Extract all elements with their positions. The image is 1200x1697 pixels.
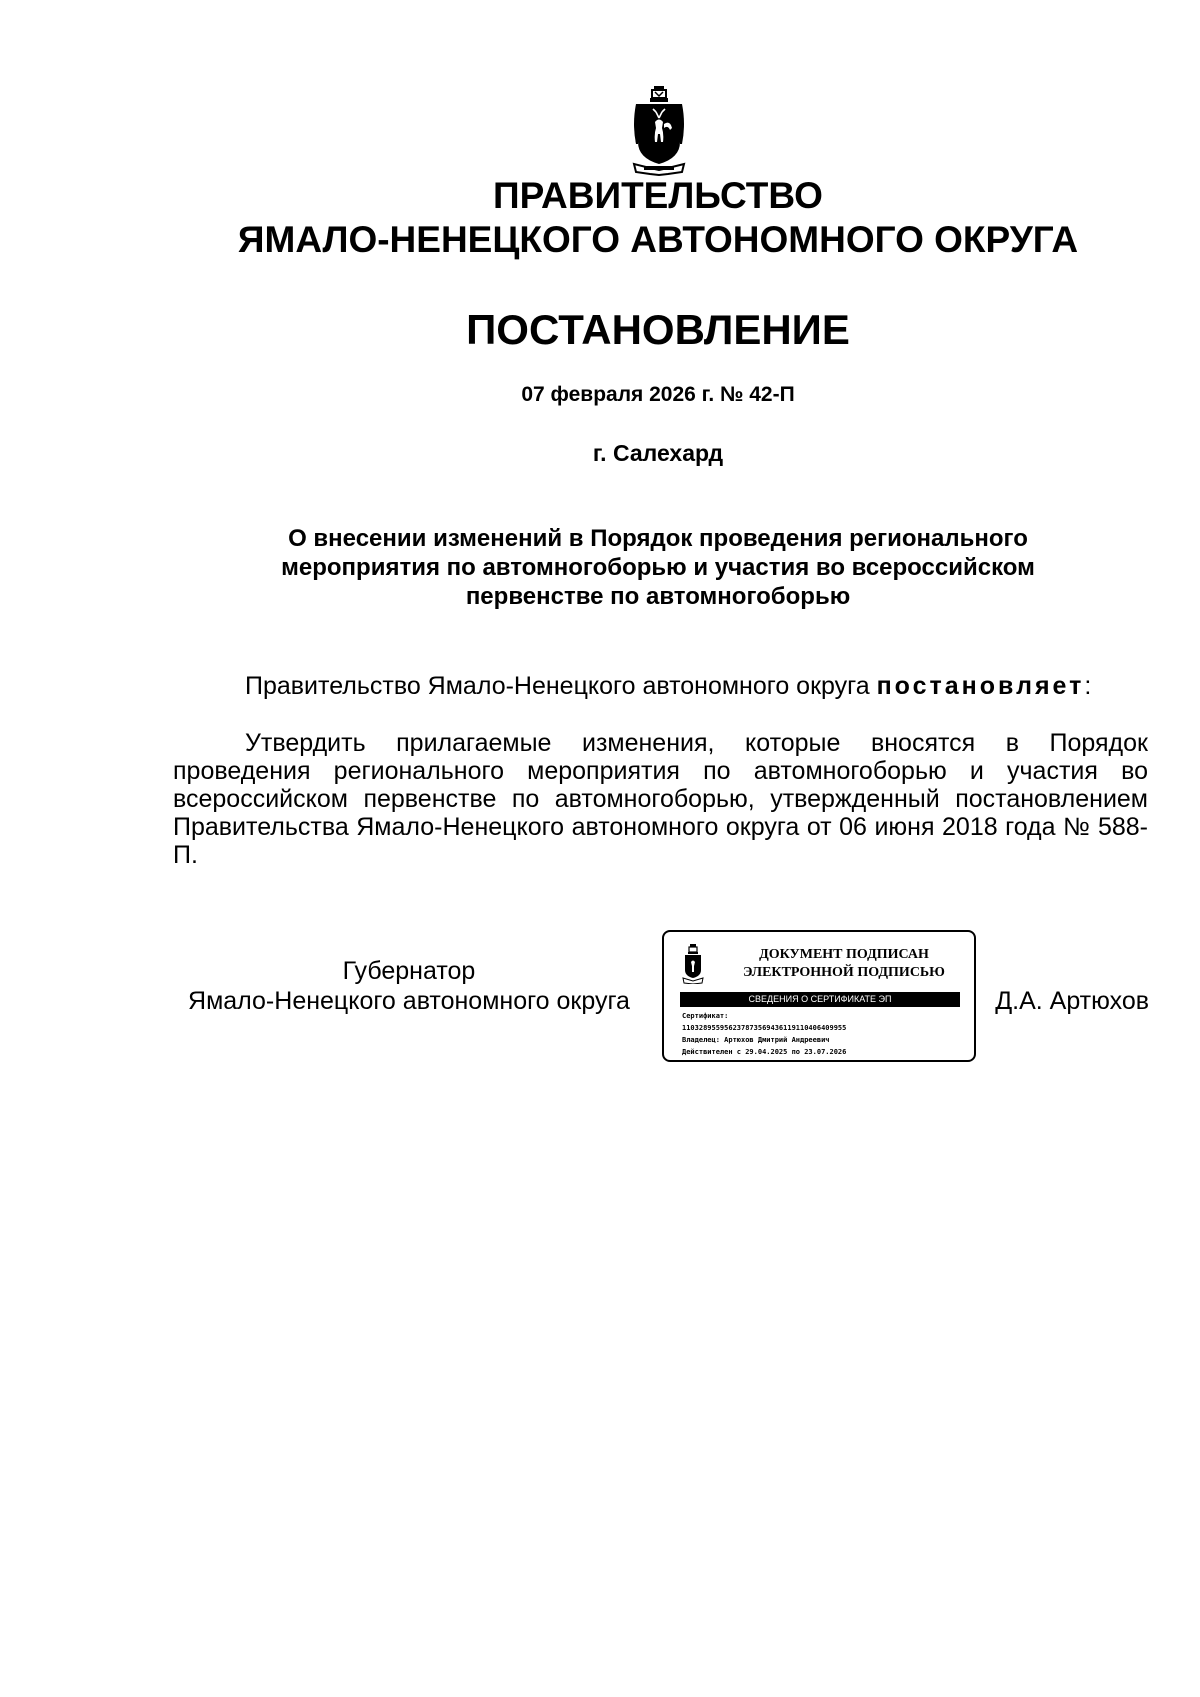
stamp-title [724,946,964,982]
document-type: ПОСТАНОВЛЕНИЕ [466,306,850,353]
subject-line: О внесении изменений в Порядок проведения регионального [288,525,1028,552]
subject-line: первенстве по автомногоборью [465,583,851,610]
body-paragraph-resolution: Утвердить прилагаемые изменения, которые вносятся в Порядок проведения регионального мероприятия по автомногоборью и участия во всероссийском первенстве по автомногоборью, утвержденный постановлением Правительства Ямало-Ненецкого автономного округа от 06 июня 2018 года № 588-П. [173,729,1148,869]
preamble-end: : [1084,672,1092,700]
document-city: г. Салехард [592,440,724,466]
electronic-signature-stamp [662,930,976,1062]
body-paragraph-preamble [173,672,1148,700]
subject-line: мероприятия по автомногоборью и участия во всероссийском [281,554,1035,581]
signatory-position-line2: Ямало-Ненецкого автономного округа [188,987,630,1015]
government-title-line1: ПРАВИТЕЛЬСТВО [493,175,823,216]
government-title-line2: ЯМАЛО-НЕНЕЦКОГО АВТОНОМНОГО ОКРУГА [237,219,1079,260]
stamp-certificate-bar: СВЕДЕНИЯ О СЕРТИФИКАТЕ ЭП [680,992,960,1007]
preamble-text: Правительство Ямало-Ненецкого автономного округа [245,672,877,700]
stamp-certificate-info [682,1010,972,1058]
stamp-certificate-label: Сертификат: [682,1012,729,1020]
signatory-position [173,956,645,1016]
stamp-certificate-number: 110328955956237873569436119110406409955 [682,1024,847,1032]
stamp-validity: Действителен с 29.04.2025 по 23.07.2026 [682,1048,847,1056]
signatory-position-line1: Губернатор [342,957,476,985]
stamp-owner: Владелец: Артюхов Дмитрий Андреевич [682,1036,830,1044]
coat-of-arms-icon [630,84,688,176]
document-date-number: 07 февраля 2026 г. № 42-П [521,383,795,406]
document-subject [238,524,1078,611]
stamp-title-line1: ДОКУМЕНТ ПОДПИСАН [759,947,929,962]
coat-of-arms-icon [682,944,704,984]
preamble-emphasis: постановляет [876,672,1085,700]
signatory-name: Д.А. Артюхов [995,987,1149,1015]
stamp-title-line2: ЭЛЕКТРОННОЙ ПОДПИСЬЮ [743,965,945,980]
